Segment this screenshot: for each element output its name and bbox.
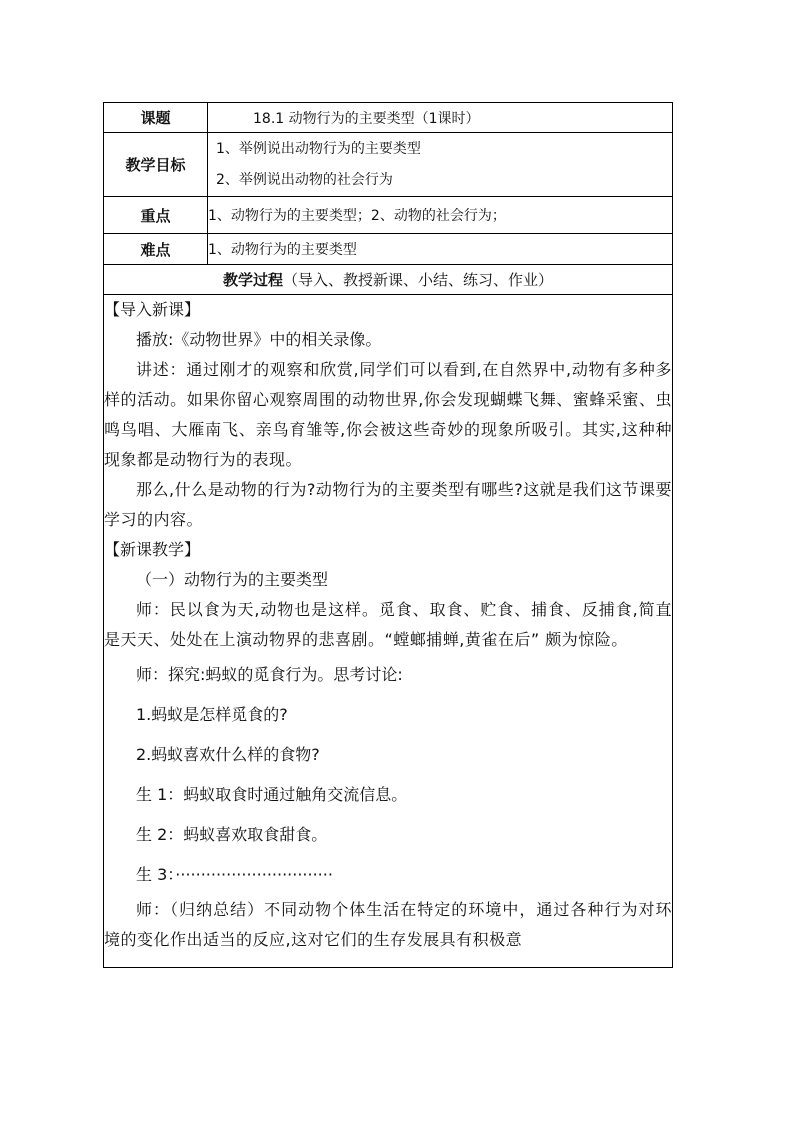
intro-paragraph: 播放:《动物世界》中的相关录像。 bbox=[136, 330, 382, 349]
section-heading: （一）动物行为的主要类型 bbox=[136, 570, 329, 589]
student-answer: 生 2：蚂蚁喜欢取食甜食。 bbox=[136, 825, 328, 844]
objectives-cell bbox=[208, 133, 673, 197]
objective-item: 1、举例说出动物行为的主要类型 bbox=[216, 140, 421, 157]
intro-paragraph: 讲述：通过刚才的观察和欣赏,同学们可以看到,在自然界中,动物有多种多样的活动。如果你留心观察周围的动物世界,你会发现蝴蝶飞舞、蜜蜂采蜜、虫鸣鸟唱、大雁南飞、亲鸟育雏等,你会被这些奇妙的现象所吸引。其实,这种种现象都是动物行为的表现。 bbox=[104, 360, 672, 469]
key-label: 重点 bbox=[104, 197, 208, 234]
objectives-label: 教学目标 bbox=[104, 133, 208, 197]
row-key bbox=[104, 197, 673, 234]
difficulty-label: 难点 bbox=[104, 234, 208, 265]
content-cell bbox=[104, 295, 673, 968]
process-header bbox=[104, 265, 673, 295]
title-value: 18.1 动物行为的主要类型（1课时） bbox=[208, 103, 673, 133]
lesson-plan-table bbox=[103, 102, 673, 968]
teacher-paragraph: 师：探究:蚂蚁的觅食行为。思考讨论: bbox=[136, 665, 403, 684]
question-item: 1.蚂蚁是怎样觅食的? bbox=[136, 705, 288, 724]
teacher-paragraph: 师：民以食为天,动物也是这样。觅食、取食、贮食、捕食、反捕食,简直是天天、处处在上演动物界的悲喜剧。“螳螂捕蝉,黄雀在后” 颇为惊险。 bbox=[104, 600, 672, 649]
row-content bbox=[104, 295, 673, 968]
row-title bbox=[104, 103, 673, 133]
process-subtitle: （导入、教授新课、小结、练习、作业） bbox=[283, 271, 554, 289]
objective-item: 2、举例说出动物的社会行为 bbox=[216, 171, 393, 188]
row-objectives bbox=[104, 133, 673, 197]
key-value: 1、动物行为的主要类型；2、动物的社会行为； bbox=[208, 197, 673, 234]
intro-paragraph: 那么,什么是动物的行为?动物行为的主要类型有哪些?这就是我们这节课要学习的内容。 bbox=[104, 480, 672, 529]
lesson-plan-sheet bbox=[103, 102, 672, 968]
teacher-summary: 师：（归纳总结）不同动物个体生活在特定的环境中，通过各种行为对环境的变化作出适当的反应,这对它们的生存发展具有积极意 bbox=[104, 900, 672, 949]
difficulty-value: 1、动物行为的主要类型 bbox=[208, 234, 673, 265]
student-answer: 生 3：······························· bbox=[136, 865, 333, 884]
process-title: 教学过程 bbox=[222, 271, 283, 289]
student-answer: 生 1：蚂蚁取食时通过触角交流信息。 bbox=[136, 785, 408, 804]
intro-header: 【导入新课】 bbox=[104, 300, 201, 319]
question-item: 2.蚂蚁喜欢什么样的食物? bbox=[136, 745, 320, 764]
title-label: 课题 bbox=[104, 103, 208, 133]
row-difficulty bbox=[104, 234, 673, 265]
row-process-header bbox=[104, 265, 673, 295]
new-lesson-header: 【新课教学】 bbox=[104, 540, 201, 559]
